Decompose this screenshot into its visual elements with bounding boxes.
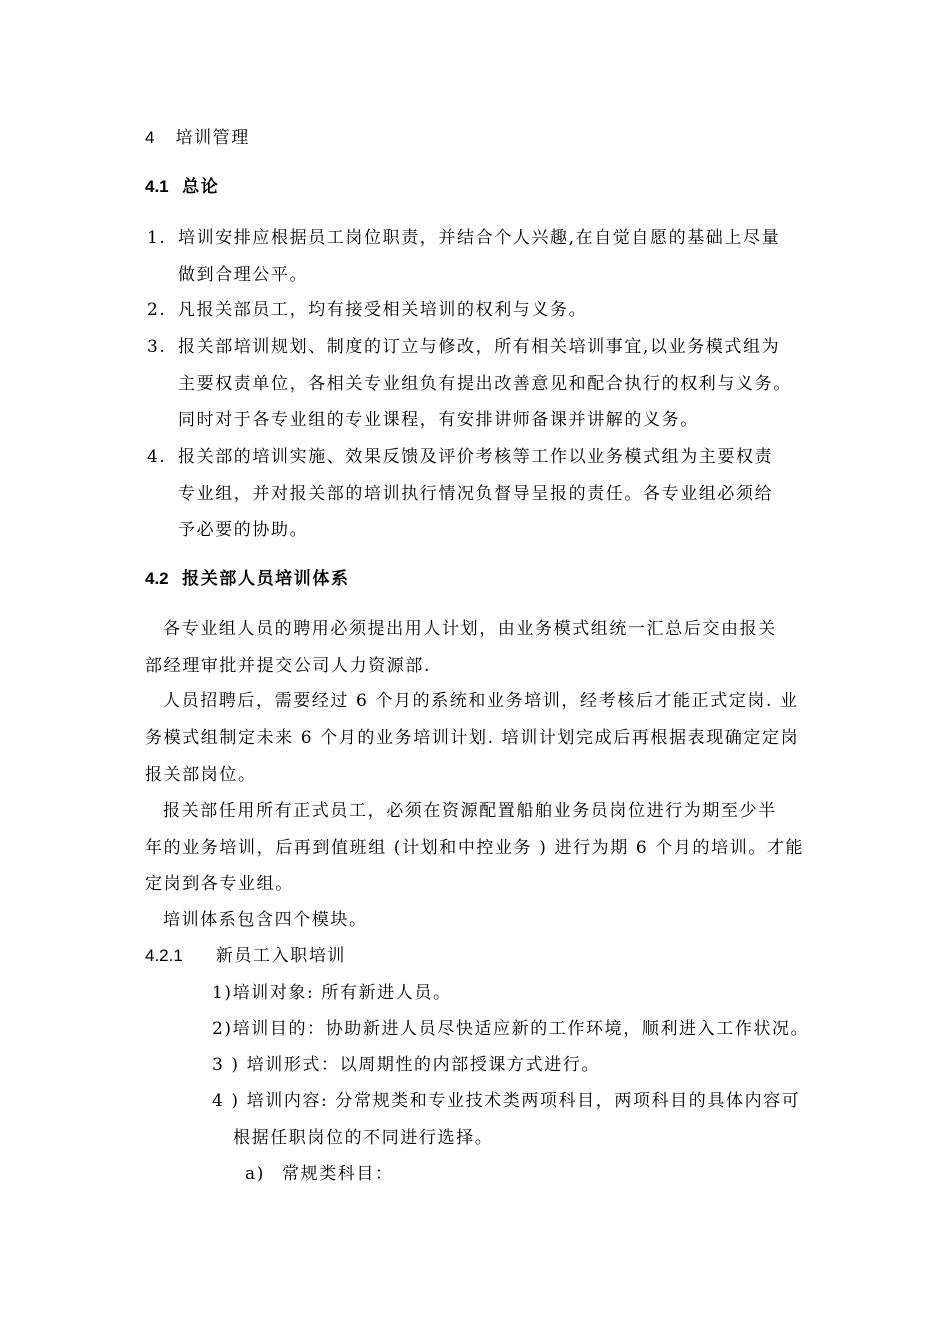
subsection-4-2-1-heading	[145, 945, 346, 967]
list-item-number: 2.	[147, 300, 167, 320]
section-4-1-heading	[145, 176, 219, 198]
chapter-heading	[145, 127, 250, 149]
paragraph-line: 各专业组人员的聘用必须提出用人计划，由业务模式组统一汇总后交由报关	[163, 619, 777, 639]
subsection-number: 4.2.1	[145, 946, 183, 965]
list-item-text: 做到合理公平。	[178, 265, 309, 285]
list-item-number: 4.	[147, 447, 167, 467]
list-item-text: 1)培训对象: 所有新进人员。	[212, 983, 452, 1003]
list-item-text: 凡报关部员工，均有接受相关培训的权利与义务。	[178, 300, 588, 320]
list-item-text: 同时对于各专业组的专业课程，有安排讲师备课并讲解的义务。	[178, 410, 699, 430]
paragraph-line: 年的业务培训，后再到值班组 (计划和中控业务 ) 进行为期 6 个月的培训。才能	[145, 838, 805, 858]
list-item-text: 报关部培训规划、制度的订立与修改，所有相关培训事宜,以业务模式组为	[178, 337, 781, 357]
list-item-text: 培训安排应根据员工岗位职责，并结合个人兴趣,在自觉自愿的基础上尽量	[178, 228, 781, 248]
list-item-text: 报关部的培训实施、效果反馈及评价考核等工作以业务模式组为主要权责	[178, 447, 774, 467]
section-title: 报关部人员培训体系	[182, 569, 350, 589]
list-item-number: 3.	[147, 337, 167, 357]
paragraph-line: 人员招聘后，需要经过 6 个月的系统和业务培训，经考核后才能正式定岗. 业	[163, 691, 799, 711]
list-item-text: 2)培训目的：协助新进人员尽快适应新的工作环境，顺利进入工作状况。	[212, 1019, 810, 1039]
paragraph-line: 报关部岗位。	[145, 765, 257, 785]
paragraph-line: 培训体系包含四个模块。	[163, 910, 368, 930]
sub-list-number: a)	[245, 1164, 265, 1184]
list-item-text: 予必要的协助。	[178, 520, 309, 540]
subsection-title: 新员工入职培训	[215, 946, 347, 966]
list-item-text: 3 ) 培训形式：以周期性的内部授课方式进行。	[212, 1055, 601, 1075]
chapter-title: 培训管理	[175, 128, 250, 148]
paragraph-line: 务模式组制定未来 6 个月的业务培训计划. 培训计划完成后再根据表现确定定岗	[145, 728, 800, 748]
list-item-text: 主要权责单位，各相关专业组负有提出改善意见和配合执行的权利与义务。	[178, 374, 792, 394]
list-item-number: 1.	[147, 228, 167, 248]
section-number: 4.1	[145, 177, 169, 196]
list-item-text: 4 ) 培训内容: 分常规类和专业技术类两项科目，两项科目的具体内容可	[212, 1091, 801, 1111]
paragraph-line: 定岗到各专业组。	[145, 874, 294, 894]
list-item-text: 专业组，并对报关部的培训执行情况负督导呈报的责任。各专业组必须给	[178, 484, 774, 504]
paragraph-line: 部经理审批并提交公司人力资源部.	[145, 656, 432, 676]
section-number: 4.2	[145, 569, 169, 588]
section-title: 总论	[182, 177, 220, 197]
paragraph-line: 报关部任用所有正式员工，必须在资源配置船舶业务员岗位进行为期至少半	[163, 801, 777, 821]
chapter-number: 4	[145, 128, 155, 147]
list-item-text: 根据任职岗位的不同进行选择。	[233, 1128, 494, 1148]
section-4-2-heading	[145, 568, 350, 590]
sub-list-text: 常规类科目：	[282, 1164, 394, 1184]
